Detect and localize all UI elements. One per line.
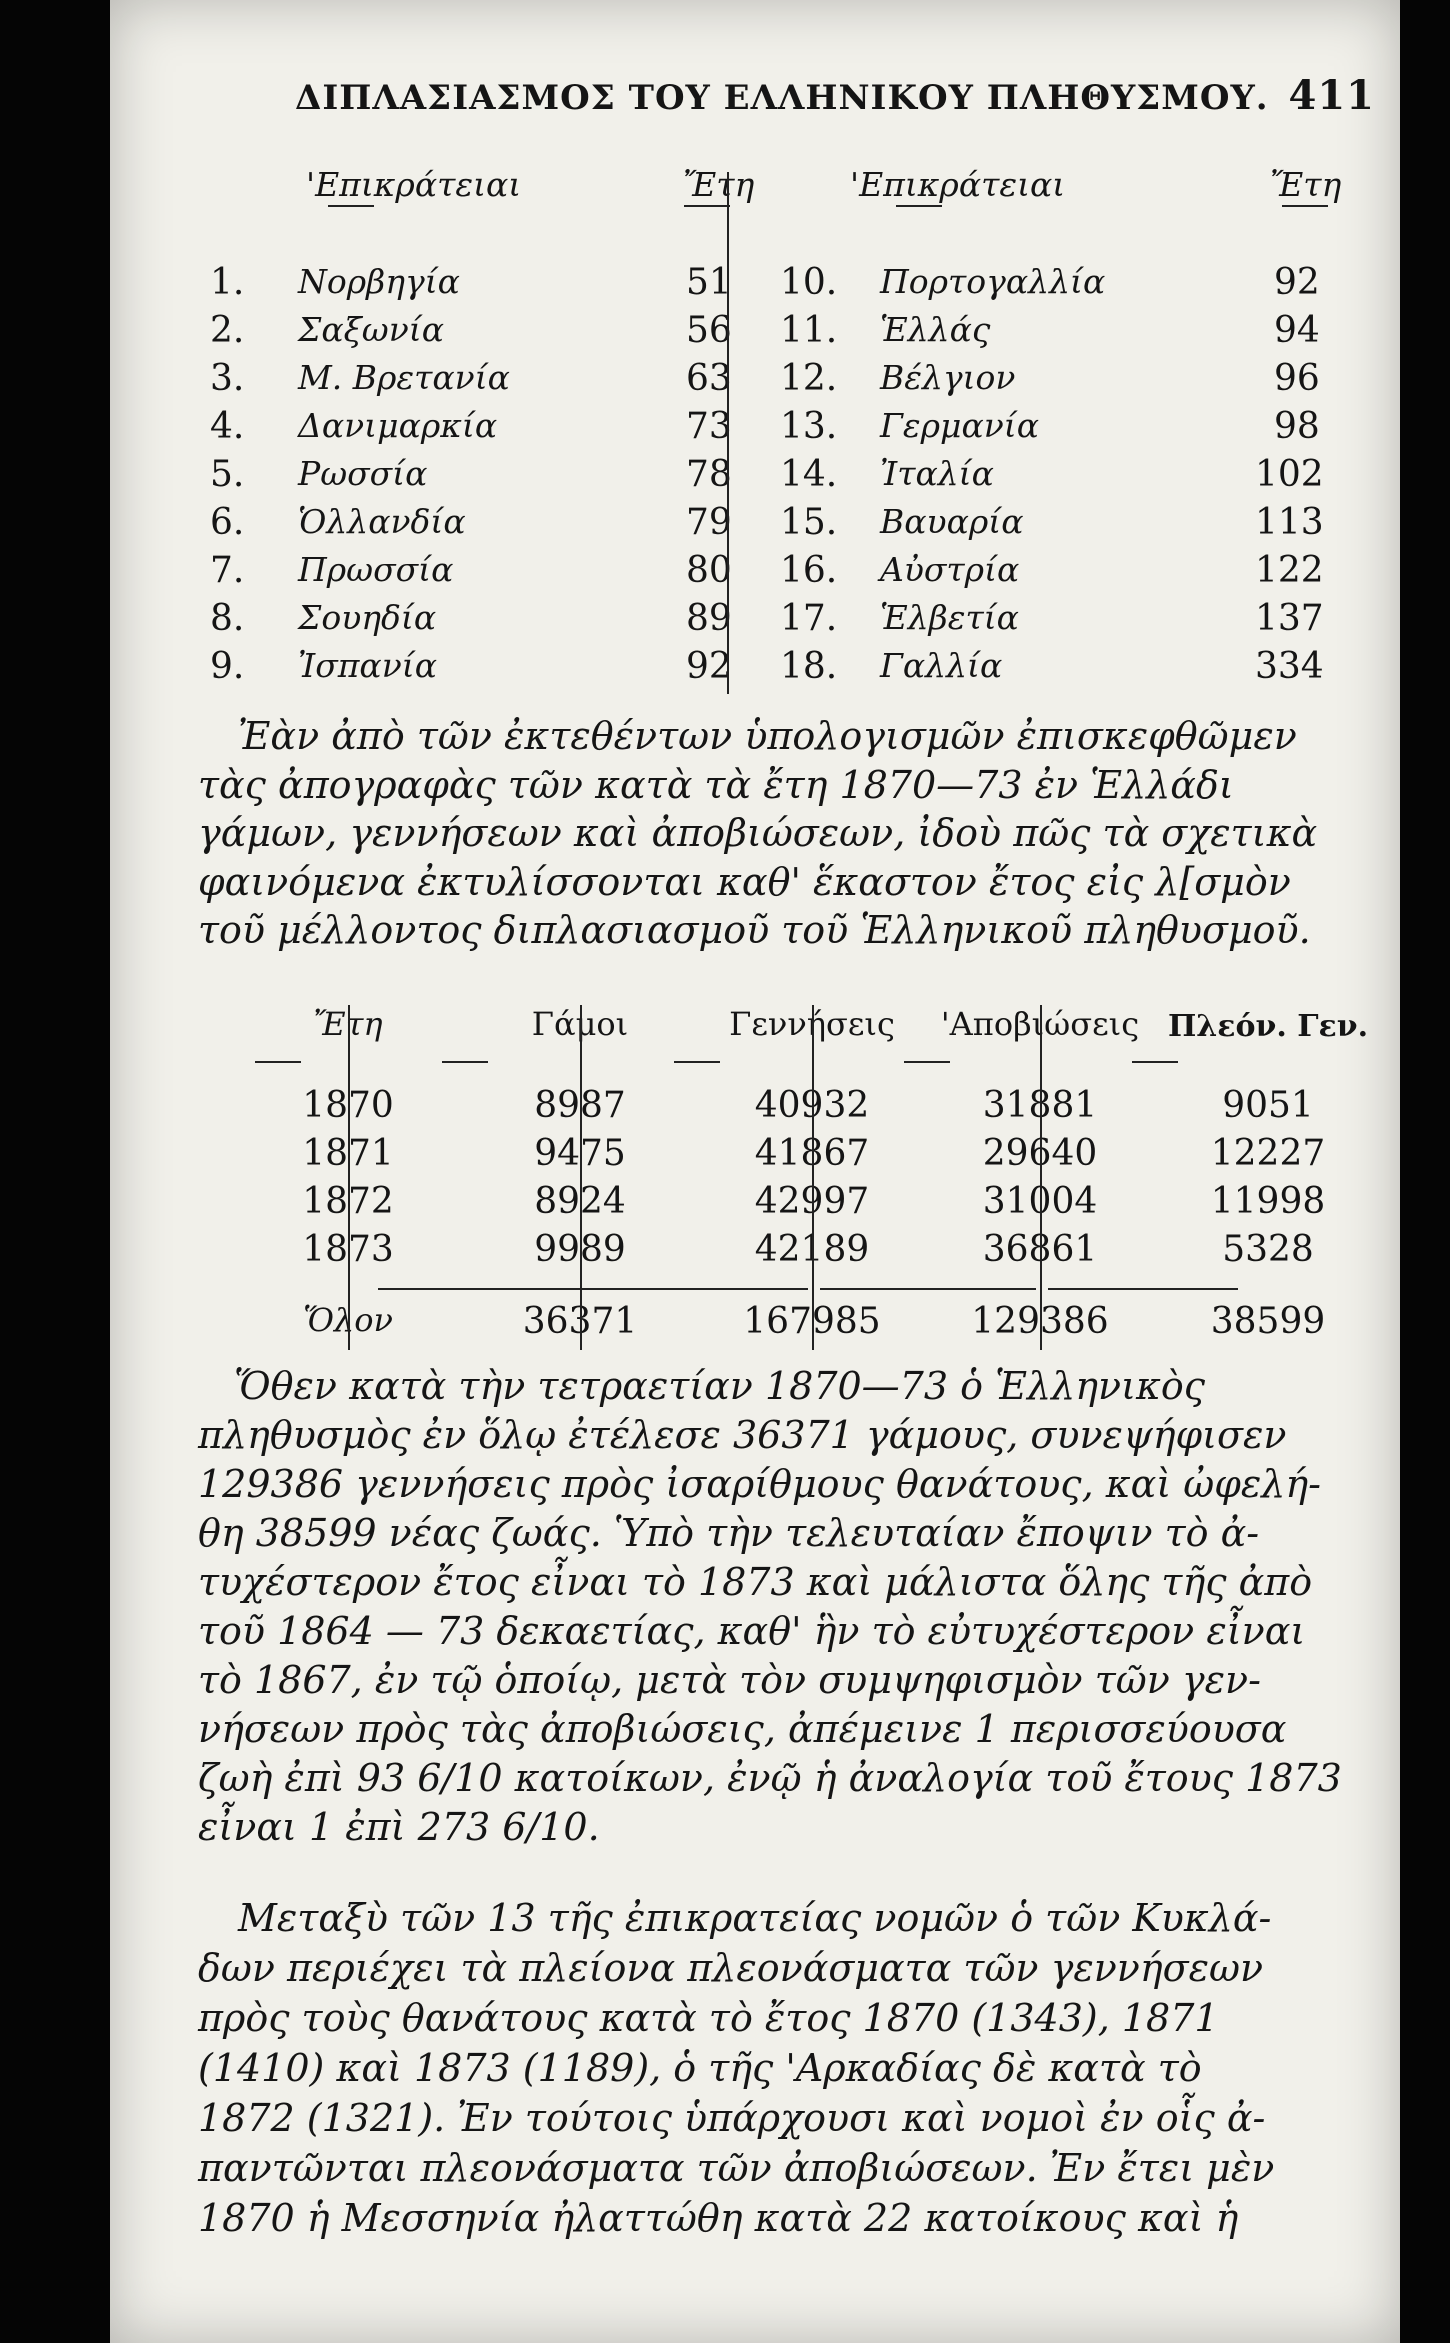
ranking-row — [780, 310, 1360, 358]
text-line: τὸ 1867, ἐν τῷ ὁποίῳ, μετὰ τὸν συμψηφισμὸν τῶν γεν- — [198, 1658, 1261, 1702]
text-line: πληθυσμὸς ἐν ὅλῳ ἐτέλεσε 36371 γάμους, συνεψήφισεν — [198, 1413, 1287, 1457]
state-name: Αὐστρία — [880, 550, 1020, 589]
text-line: Μεταξὺ τῶν 13 τῆς ἐπικρατείας νομῶν ὁ τῶν Κυκλά- — [238, 1896, 1272, 1940]
ranking-row — [780, 502, 1360, 550]
ranking-row — [780, 454, 1360, 502]
state-name: Πορτογαλλία — [880, 262, 1106, 301]
header-dash — [684, 205, 730, 207]
doubling-years: 78 — [686, 454, 732, 495]
ranking-row — [198, 454, 758, 502]
state-name: Δανιμαρκία — [298, 406, 498, 445]
text-line: Ὅθεν κατὰ τὴν τετραετίαν 1870—73 ὁ Ἑλληνικὸς — [234, 1364, 1206, 1408]
text-line: φαινόμενα ἐκτυλίσσονται καθ' ἕκαστον ἔτος εἰς λ[σμὸν — [198, 859, 1291, 904]
rank-number: 3. — [210, 358, 245, 399]
deaths-cell: 36861 — [982, 1229, 1098, 1270]
rank-number: 17. — [780, 598, 838, 639]
births-cell: 40932 — [754, 1085, 870, 1126]
col-surplus — [1042, 1005, 1369, 1350]
text-line: 1872 (1321). Ἐν τούτοις ὑπάρχουσι καὶ νομοὶ ἐν οἷς ἀ- — [198, 2096, 1266, 2140]
header-dash — [328, 205, 374, 207]
text-line: γάμων, γεννήσεων καὶ ἀποβιώσεων, ἰδοὺ πῶς τὰ σχετικὰ — [198, 811, 1318, 855]
rank-number: 5. — [210, 454, 245, 495]
col-header-state: 'Επικράτειαι — [306, 165, 522, 204]
births-cell: 42189 — [754, 1229, 870, 1270]
header-dash — [255, 1061, 301, 1063]
text-line: παντῶνται πλεονάσματα τῶν ἀποβιώσεων. Ἐν ἔτει μὲν — [198, 2146, 1275, 2190]
sum-rule — [588, 1288, 808, 1290]
text-line: δων περιέχει τὰ πλείονα πλεονάσματα τῶν γεννήσεων — [198, 1946, 1264, 1990]
ranking-table-left — [198, 165, 758, 705]
text-line: Ἐὰν ἀπὸ τῶν ἐκτεθέντων ὑπολογισμῶν ἐπισκεφθῶμεν — [238, 714, 1297, 758]
doubling-years: 63 — [686, 358, 732, 399]
state-name: Βέλγιον — [880, 358, 1016, 397]
header-dash — [674, 1061, 720, 1063]
births-total: 167985 — [743, 1301, 881, 1342]
sum-rule — [1048, 1288, 1238, 1290]
col-deaths — [814, 1005, 1140, 1350]
doubling-years: 137 — [1255, 598, 1324, 639]
col-header: Πλεόν. Γεν. — [1167, 1009, 1369, 1044]
doubling-years: 98 — [1274, 406, 1320, 447]
text-line: νήσεων πρὸς τὰς ἀποβιώσεις, ἀπέμεινε 1 περισσεύουσα — [198, 1707, 1287, 1751]
ranking-row — [780, 262, 1360, 310]
ranking-row — [198, 550, 758, 598]
paragraph-intro — [198, 712, 1358, 955]
rank-number: 4. — [210, 406, 245, 447]
doubling-years: 73 — [686, 406, 732, 447]
state-name: Ρωσσία — [298, 454, 428, 493]
book-page — [110, 0, 1400, 2343]
text-line: εἶναι 1 ἐπὶ 273 6/10. — [198, 1805, 600, 1849]
doubling-years: 102 — [1255, 454, 1324, 495]
surplus-cell: 5328 — [1222, 1229, 1314, 1270]
ranking-row — [198, 358, 758, 406]
col-header-years: Ἔτη — [1270, 165, 1342, 204]
state-name: Μ. Βρετανία — [298, 358, 510, 397]
doubling-years: 94 — [1274, 310, 1320, 351]
state-name: Ὁλλανδία — [298, 502, 466, 541]
ranking-row — [780, 550, 1360, 598]
state-name: Ἑλβετία — [880, 598, 1019, 637]
col-header: 'Αποβιώσεις — [940, 1005, 1140, 1043]
deaths-cell: 29640 — [982, 1133, 1098, 1174]
col-header: Ἔτη — [313, 1005, 383, 1043]
state-name: Γαλλία — [880, 646, 1003, 685]
text-line: τοῦ μέλλοντος διπλασιασμοῦ τοῦ Ἑλληνικοῦ πληθυσμοῦ. — [198, 908, 1311, 952]
header-dash — [442, 1061, 488, 1063]
state-name: Ἑλλάς — [880, 310, 991, 349]
marriages-cell: 9475 — [534, 1133, 626, 1174]
table-divider — [727, 172, 729, 694]
rank-number: 6. — [210, 502, 245, 543]
doubling-years: 92 — [1274, 262, 1320, 303]
col-births — [582, 1005, 895, 1350]
text-line: τυχέστερον ἔτος εἶναι τὸ 1873 καὶ μάλιστα ὅλης τῆς ἀπὸ — [198, 1560, 1313, 1604]
text-line: ζωὴ ἐπὶ 93 6/10 κατοίκων, ἐνῷ ἡ ἀναλογία τοῦ ἔτους 1873 — [198, 1756, 1342, 1800]
state-name: Βαυαρία — [880, 502, 1024, 541]
rank-number: 16. — [780, 550, 838, 591]
paragraph-summary — [198, 1362, 1358, 1852]
header-dash — [896, 205, 942, 207]
col-marriages — [350, 1005, 638, 1350]
rank-number: 11. — [780, 310, 838, 351]
page-number: 411 — [1288, 72, 1375, 119]
year-cell: 1870 — [302, 1085, 394, 1126]
vital-statistics-table — [208, 1005, 1369, 1365]
col-header-state: 'Επικράτειαι — [850, 165, 1066, 204]
doubling-years: 334 — [1255, 646, 1324, 687]
state-name: Γερμανία — [880, 406, 1040, 445]
text-line: (1410) καὶ 1873 (1189), ὁ τῆς 'Αρκαδίας δὲ κατὰ τὸ — [198, 2046, 1202, 2090]
doubling-years: 122 — [1255, 550, 1324, 591]
state-name: Ἰσπανία — [298, 646, 437, 685]
text-line: 129386 γεννήσεις πρὸς ἰσαρίθμους θανάτους, καὶ ὠφελή- — [198, 1462, 1321, 1506]
doubling-years: 79 — [686, 502, 732, 543]
doubling-years: 92 — [686, 646, 732, 687]
text-line: 1870 ἡ Μεσσηνία ἠλαττώθη κατὰ 22 κατοίκους καὶ ἡ — [198, 2196, 1239, 2240]
doubling-years: 96 — [1274, 358, 1320, 399]
surplus-total: 38599 — [1210, 1301, 1326, 1342]
state-name: Ἰταλία — [880, 454, 994, 493]
paragraph-prefectures — [198, 1893, 1358, 2243]
rank-number: 8. — [210, 598, 245, 639]
rank-number: 18. — [780, 646, 838, 687]
ranking-row — [198, 310, 758, 358]
deaths-cell: 31004 — [982, 1181, 1098, 1222]
state-name: Πρωσσία — [298, 550, 454, 589]
rank-number: 9. — [210, 646, 245, 687]
ranking-row — [780, 358, 1360, 406]
ranking-row — [780, 406, 1360, 454]
marriages-cell: 8987 — [534, 1085, 626, 1126]
ranking-row — [198, 406, 758, 454]
rank-number: 2. — [210, 310, 245, 351]
text-line: θη 38599 νέας ζωάς. Ὑπὸ τὴν τελευταίαν ἔποψιν τὸ ἀ- — [198, 1511, 1260, 1555]
births-cell: 41867 — [754, 1133, 870, 1174]
surplus-cell: 12227 — [1210, 1133, 1326, 1174]
rank-number: 13. — [780, 406, 838, 447]
year-cell: 1873 — [302, 1229, 394, 1270]
rank-number: 15. — [780, 502, 838, 543]
col-years — [208, 1005, 394, 1350]
ranking-row — [780, 598, 1360, 646]
doubling-years: 51 — [686, 262, 732, 303]
state-name: Σουηδία — [298, 598, 437, 637]
header-dash — [1282, 205, 1328, 207]
header-dash — [1132, 1061, 1178, 1063]
births-cell: 42997 — [754, 1181, 870, 1222]
header-dash — [904, 1061, 950, 1063]
deaths-cell: 31881 — [982, 1085, 1098, 1126]
surplus-cell: 9051 — [1222, 1085, 1314, 1126]
doubling-years: 56 — [686, 310, 732, 351]
year-cell: 1871 — [302, 1133, 394, 1174]
text-line: τοῦ 1864 — 73 δεκαετίας, καθ' ἣν τὸ εὐτυχέστερον εἶναι — [198, 1609, 1306, 1653]
ranking-table-right — [780, 165, 1360, 705]
doubling-years: 89 — [686, 598, 732, 639]
col-header: Γάμοι — [531, 1005, 629, 1043]
deaths-total: 129386 — [971, 1301, 1109, 1342]
text-line: πρὸς τοὺς θανάτους κατὰ τὸ ἔτος 1870 (1343), 1871 — [198, 1996, 1219, 2040]
marriages-cell: 9989 — [534, 1229, 626, 1270]
surplus-cell: 11998 — [1210, 1181, 1326, 1222]
marriages-total: 36371 — [522, 1301, 638, 1342]
rank-number: 12. — [780, 358, 838, 399]
rank-number: 7. — [210, 550, 245, 591]
doubling-years: 80 — [686, 550, 732, 591]
state-name: Νορβηγία — [298, 262, 460, 301]
marriages-cell: 8924 — [534, 1181, 626, 1222]
running-head — [295, 68, 1375, 128]
doubling-years: 113 — [1255, 502, 1324, 543]
total-label: Ὅλον — [303, 1301, 393, 1339]
ranking-row — [780, 646, 1360, 694]
ranking-row — [198, 598, 758, 646]
text-line: τὰς ἀπογραφὰς τῶν κατὰ τὰ ἔτη 1870—73 ἐν Ἑλλάδι — [198, 762, 1234, 807]
rank-number: 10. — [780, 262, 838, 303]
ranking-row — [198, 502, 758, 550]
col-header-years: Ἔτη — [683, 165, 755, 204]
rank-number: 1. — [210, 262, 245, 303]
col-header: Γεννήσεις — [729, 1005, 895, 1043]
ranking-row — [198, 262, 758, 310]
state-name: Σαξωνία — [298, 310, 444, 349]
year-cell: 1872 — [302, 1181, 394, 1222]
ranking-row — [198, 646, 758, 694]
rank-number: 14. — [780, 454, 838, 495]
page-title: ΔΙΠΛΑΣΙΑΣΜΟΣ ΤΟΥ ΕΛΛΗΝΙΚΟΥ ΠΛΗΘΥΣΜΟΥ. — [295, 78, 1269, 118]
sum-rule — [820, 1288, 1036, 1290]
